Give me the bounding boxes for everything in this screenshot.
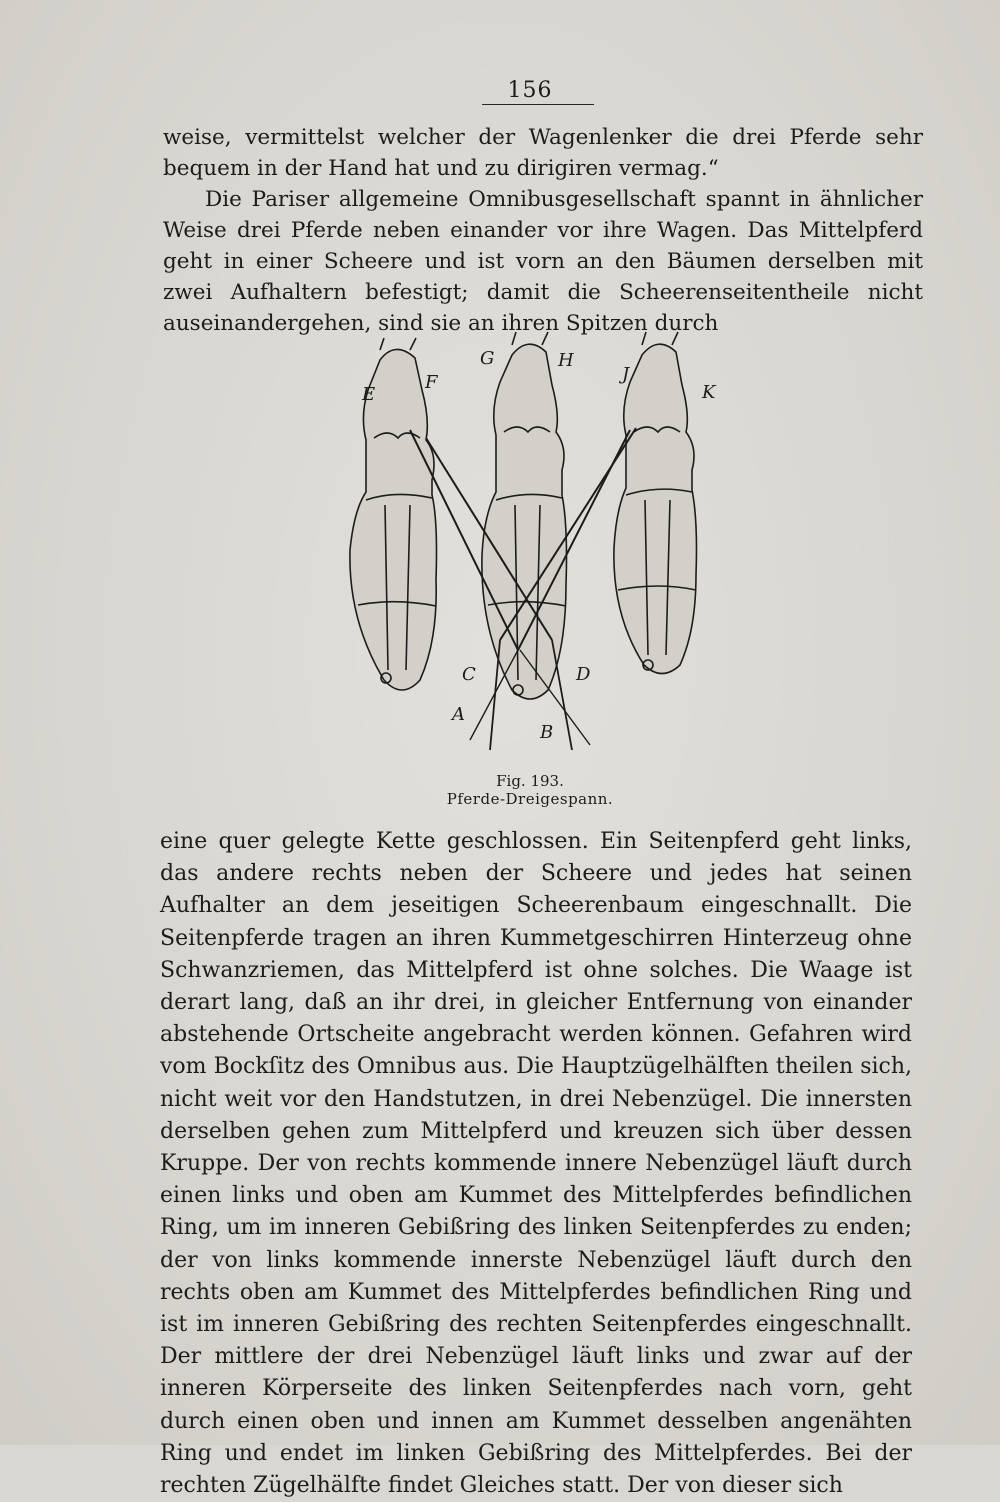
label-j: J (622, 364, 630, 385)
paragraph: eine quer gelegte Kette geschlossen. Ein Seitenpferd geht links, das andere rechts neben der Scheere und jedes hat seinen Aufhalter an dem jeseitigen Scheerenbaum eingeschnallt. Die Seitenpferde tragen an ihren Kummetgeschirren Hinterzeug ohne Schwanzriemen, das Mittelpferd ist ohne solches. Die Waage ist derart lang, daß an ihr drei, in gleicher Entfernung von einander abstehende Ortscheite angebracht werden können. Gefahren wird vom Bockſitz des Omnibus aus. Die Hauptzügelhälften theilen sich, nicht weit vor den Handstutzen, in drei Nebenzügel. Die innersten derselben gehen zum Mittelpferd und kreuzen sich über dessen Kruppe. Der von rechts kommende innere Nebenzügel läuft durch einen links und oben am Kummet des Mittelpferdes befindlichen Ring, um im inneren Gebißring des linken Seitenpferdes zu enden; der von links kommende innerste Nebenzügel läuft durch den rechts oben am Kummet des Mittelpferdes befindlichen Ring und ist im inneren Gebißring des rechten Seitenpferdes eingeschnallt. Der mittlere der drei Nebenzügel läuft links und zwar auf der inneren Körperseite des linken Seitenpferdes nach vorn, geht durch einen oben und innen am Kummet desselben angenähten Ring und endet im linken Gebißring des Mittelpferdes. Bei der rechten Zügelhälfte findet Gleiches statt. Der von dieser sich (160, 829, 912, 1499)
label-d: D (576, 664, 591, 685)
label-c: C (462, 664, 476, 685)
bottom-text-block (160, 826, 912, 1502)
figure-number: Fig. 193. (496, 772, 564, 790)
label-a: A (452, 704, 465, 725)
paragraph: weise, vermittelst welcher der Wagenlenker die drei Pferde sehr bequem in der Hand hat und zu dirigiren vermag.“ (163, 125, 923, 181)
paragraph: Die Pariser allgemeine Omnibusgesellschaft spannt in ähnlicher Weise drei Pferde neben einander vor ihre Wagen. Das Mittelpferd geht in einer Scheere und ist vorn an den Bäumen derselben mit zwei Aufhaltern befestigt; damit die Scheerenseitentheile nicht auseinandergehen, sind sie an ihren Spitzen durch (163, 187, 923, 336)
label-k: K (702, 382, 716, 403)
label-b: B (540, 722, 554, 743)
label-g: G (480, 348, 495, 369)
label-f: F (425, 372, 438, 393)
figure-horse-team (340, 320, 740, 760)
horse-team-illustration (340, 320, 740, 760)
top-text-block (163, 122, 923, 339)
label-e: E (362, 384, 376, 405)
label-h: H (558, 350, 574, 371)
page-number-rule (482, 104, 594, 105)
page-number: 156 (507, 78, 553, 103)
figure-caption: Pferde-Dreigespann. (446, 790, 614, 808)
middle-horse-drawing (482, 332, 567, 699)
